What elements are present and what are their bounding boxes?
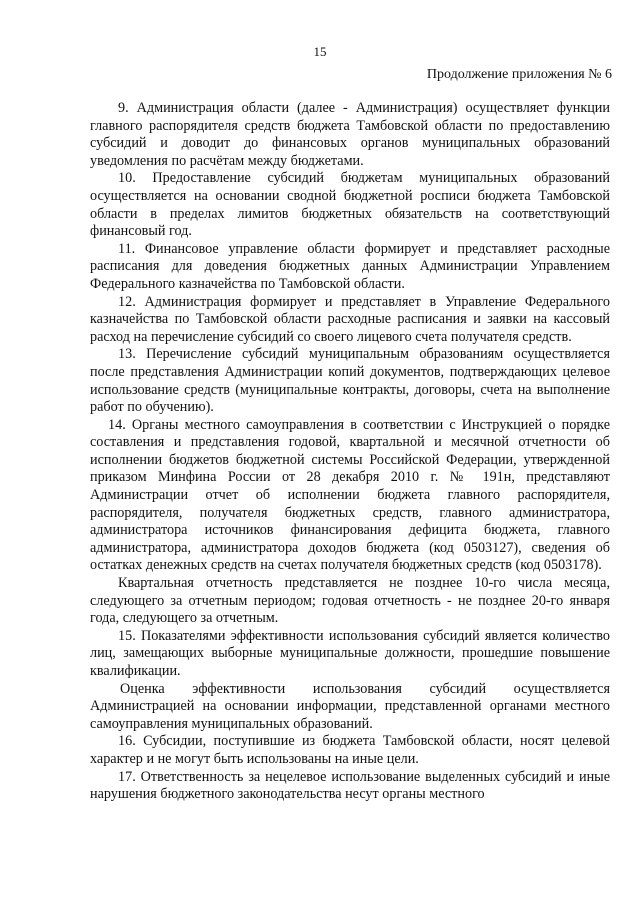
paragraph-14-reporting-deadlines: Квартальная отчетность представляется не позднее 10-го числа месяца, следующего за отчетным периодом; годовая отчетность - не позднее 20-го января года, следующего за отчетным. [90, 575, 610, 627]
paragraph-14: 14. Органы местного самоуправления в соответствии с Инструкцией о порядке составления и представления годовой, квартальной и месячной отчетности об исполнении бюджетов бюджетной системы Российской Федерации, утвержденной приказом Минфина России от 28 декабря 2010 г. № 191н, представляют Администрации отчет об исполнении бюджета главного распорядителя, распорядителя, получателя бюджетных средств, главного администратора, администратора источников финансирования дефицита бюджета, главного администратора, администратора доходов бюджета (код 0503127), сведения об остатках денежных средств на счетах получателя бюджетных средств (код 0503178). [90, 416, 610, 574]
paragraph-17: 17. Ответственность за нецелевое использование выделенных субсидий и иные нарушения бюджетного законодательства несут органы местного [90, 768, 610, 803]
paragraph-16: 16. Субсидии, поступившие из бюджета Тамбовской области, носят целевой характер и не могут быть использованы на иные цели. [90, 733, 610, 767]
paragraph-10: 10. Предоставление субсидий бюджетам муниципальных образований осуществляется на основании сводной бюджетной росписи бюджета Тамбовской области в пределах лимитов бюджетных обязательств на соответствующий финансовый год. [90, 170, 610, 240]
paragraph-15-evaluation: Оценка эффективности использования субсидий осуществляется Администрацией на основании информации, представленной органами местного самоуправления муниципальных образований. [90, 680, 610, 732]
paragraph-9: 9. Администрация области (далее - Администрация) осуществляет функции главного распорядителя средств бюджета Тамбовской области по предоставлению субсидий и доводит до финансовых органов муниципальных образований уведомления по расчётам между бюджетами. [90, 100, 610, 169]
appendix-continuation-note: Продолжение приложения № 6 [426, 67, 612, 82]
paragraph-12: 12. Администрация формирует и представляет в Управление Федерального казначейства по Тамбовской области расходные расписания и заявки на кассовый расход на перечисление субсидий со своего лицевого счета получателя средств. [90, 293, 610, 345]
document-body [90, 100, 610, 804]
paragraph-11: 11. Финансовое управление области формирует и представляет расходные расписания для доведения бюджетных данных Администрации Управлением Федерального казначейства по Тамбовской области. [90, 240, 610, 292]
paragraph-15: 15. Показателями эффективности использования субсидий является количество лиц, замещающих выборные муниципальные должности, прошедшие повышение квалификации. [90, 627, 610, 679]
page-number: 15 [313, 44, 327, 59]
paragraph-13: 13. Перечисление субсидий муниципальным образованиям осуществляется после представления Администрации копий документов, подтверждающих целевое использование средств (муниципальные контракты, договоры, счета на выполнение работ по обучению). [90, 346, 610, 416]
